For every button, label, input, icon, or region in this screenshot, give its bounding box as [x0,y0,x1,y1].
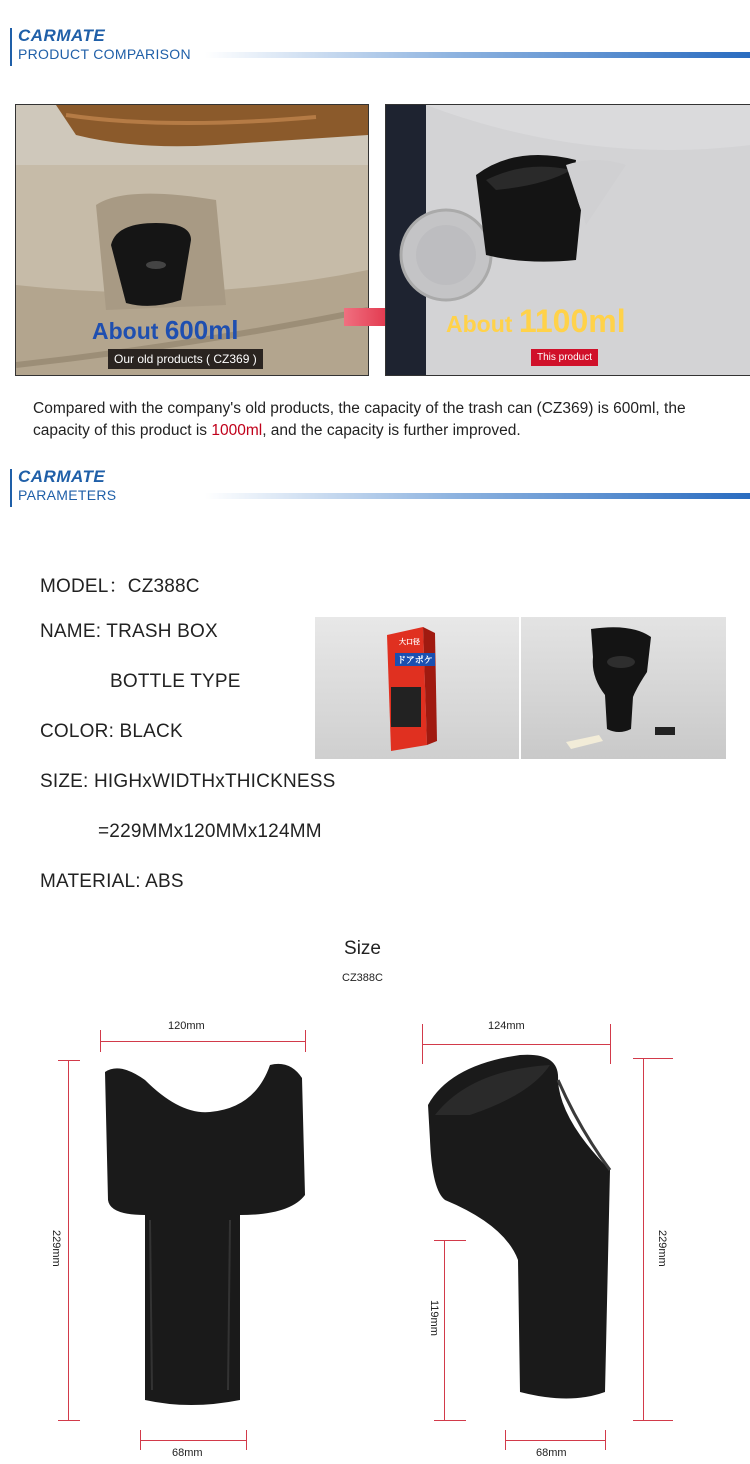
front-width-tick-right [305,1030,306,1052]
spec-color: COLOR: BLACK [40,721,183,742]
size-title: Size [344,938,381,959]
section-title: PRODUCT COMPARISON [18,46,191,62]
side-base-tick-left [505,1430,506,1450]
comparison-description [33,398,733,442]
header-accent-bar [10,28,12,66]
front-base-tick-right [246,1430,247,1450]
side-lower-line [444,1240,445,1420]
front-base-tick-left [140,1430,141,1450]
side-height-line [643,1058,644,1420]
front-height-tick-bottom [58,1420,80,1421]
about-value: 600ml [164,315,239,345]
side-base-label: 68mm [536,1447,567,1459]
front-base-line [140,1440,246,1441]
product-illustration [521,617,726,759]
spec-material: MATERIAL: ABS [40,871,184,892]
new-product-tag: This product [531,349,598,366]
side-width-tick-right [610,1024,611,1064]
old-product-tag: Our old products ( CZ369 ) [108,349,263,369]
about-prefix: About [446,311,519,337]
new-capacity-label [446,303,626,340]
about-value: 1100ml [518,303,626,339]
package-photo [315,617,519,759]
header-gradient-rule [205,493,750,499]
side-height-tick-bottom [633,1420,673,1421]
front-height-line [68,1060,69,1420]
about-prefix: About [92,318,165,344]
brand-logo: CARMATE [18,26,106,45]
side-lower-tick-bottom [434,1420,466,1421]
old-product-photo [15,104,369,376]
spec-name-2: BOTTLE TYPE [110,671,241,692]
side-height-label: 229mm [656,1230,668,1267]
section-header-parameters [0,465,750,515]
front-height-label: 229mm [50,1230,62,1267]
old-capacity-label [92,315,239,346]
front-width-tick-left [100,1030,101,1052]
product-photo [521,617,726,759]
side-width-line [422,1044,610,1045]
spec-size: SIZE: HIGHxWIDTHxTHICKNESS [40,771,336,792]
section-title: PARAMETERS [18,487,117,503]
spec-size-value: =229MMx120MMx124MM [98,821,322,842]
side-width-tick-left [422,1024,423,1064]
side-base-tick-right [605,1430,606,1450]
package-label-main: ドアポケ [397,655,433,665]
front-width-line [100,1041,305,1042]
side-height-tick-top [633,1058,673,1059]
side-width-label: 124mm [488,1020,525,1032]
highlight-capacity: 1000ml [211,422,263,439]
front-width-label: 120mm [168,1020,205,1032]
side-lower-tick-top [434,1240,466,1241]
brand-logo: CARMATE [18,467,106,486]
side-lower-label: 119mm [428,1300,440,1336]
spec-name: NAME: TRASH BOX [40,621,218,642]
front-view-diagram [60,1020,330,1464]
side-view-diagram [410,1020,670,1464]
description-text: Compared with the company's old products, the capacity of the trash can (CZ369) is 600ml, the capacity of this product is [33,400,686,439]
package-label-top: 大口径 [399,639,420,646]
size-model: CZ388C [342,972,383,984]
side-base-line [505,1440,605,1441]
description-text-end: , and the capacity is further improved. [262,422,521,439]
section-header-comparison [0,24,750,74]
front-base-label: 68mm [172,1447,203,1459]
spec-model: MODEL：CZ388C [40,576,200,597]
header-accent-bar [10,469,12,507]
new-product-photo [385,104,750,376]
front-height-tick-top [58,1060,80,1061]
header-gradient-rule [205,52,750,58]
